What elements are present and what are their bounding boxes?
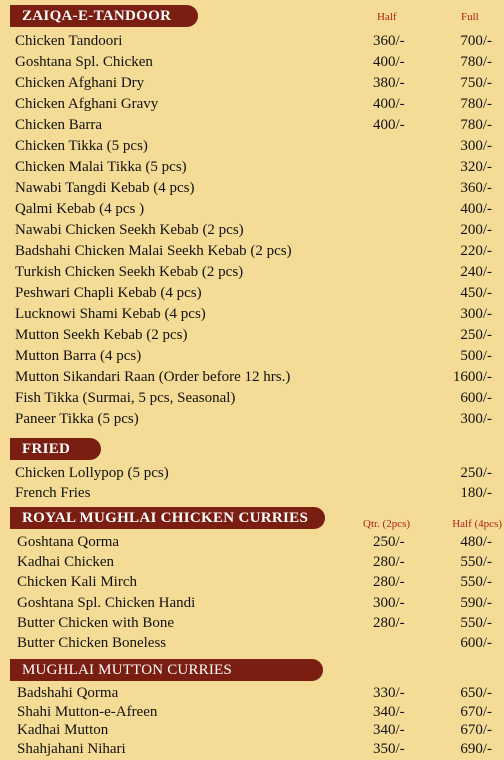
section-title: MUGHLAI MUTTON CURRIES [22,662,232,678]
price-second-column: 250/- [460,465,492,481]
price-second-column: 300/- [460,306,492,322]
price-second-column: 600/- [460,390,492,406]
price-second-column: 300/- [460,411,492,427]
item-name: Butter Chicken with Bone [17,614,175,631]
menu-item-row [0,346,504,367]
price-second-column: 450/- [460,285,492,301]
item-name: Turkish Chicken Seekh Kebab (2 pcs) [15,264,244,280]
item-name: Chicken Tandoori [15,33,123,49]
price-second-column: 480/- [460,534,492,550]
menu-item-row [0,52,504,73]
menu-item-row [0,241,504,262]
price-second-column: 670/- [460,722,492,738]
price-second-column: 550/- [460,554,492,571]
item-name: Shahjahani Nihari [17,740,126,757]
section-banner-mughlai-chicken [10,507,325,529]
item-name: Qalmi Kebab (4 pcs ) [15,201,145,217]
item-name: Shahi Mutton-e-Afreen [17,703,158,720]
price-second-column: 550/- [460,574,492,591]
item-name: Peshwari Chapli Kebab (4 pcs) [15,285,202,301]
price-first-column: 340/- [373,722,405,738]
price-second-column: 600/- [460,635,492,651]
menu-item-row [0,572,504,593]
item-name: Mutton Sikandari Raan (Order before 12 hrs.) [15,369,291,385]
price-first-column: 340/- [373,703,405,720]
menu-item-row [0,178,504,199]
menu-item-row [0,325,504,346]
price-first-column: 250/- [373,534,405,550]
column-header-qtr: Qtr. (2pcs) [363,518,411,530]
price-second-column: 780/- [460,96,492,112]
column-header-half: Half [377,11,397,23]
item-name: Chicken Lollypop (5 pcs) [15,465,169,481]
price-second-column: 590/- [460,594,492,611]
item-name: French Fries [15,485,91,501]
price-first-column: 280/- [373,574,405,591]
section-banner-fried [10,438,101,460]
menu-item-row [0,593,504,614]
item-name: Mutton Barra (4 pcs) [15,348,142,364]
menu-item-row [0,283,504,304]
price-second-column: 780/- [460,54,492,70]
item-name: Lucknowi Shami Kebab (4 pcs) [15,306,206,322]
menu-item-row [0,94,504,115]
price-second-column: 1600/- [452,369,492,385]
item-name: Butter Chicken Boneless [17,635,167,651]
section-banner-mughlai-mutton [10,659,323,681]
price-first-column: 400/- [373,54,405,70]
menu-item-row [0,262,504,283]
item-name: Nawabi Chicken Seekh Kebab (2 pcs) [15,222,244,238]
price-second-column: 300/- [460,138,492,154]
price-first-column: 300/- [373,594,405,611]
menu-item-row [0,304,504,325]
menu-item-row [0,388,504,409]
menu-item-row [0,532,504,553]
item-name: Chicken Afghani Dry [15,75,145,91]
price-first-column: 330/- [373,685,405,701]
menu-item-row [0,199,504,220]
section-title: FRIED [22,441,71,457]
price-second-column: 360/- [460,180,492,196]
item-name: Kadhai Mutton [17,722,109,738]
section-title: ZAIQA-E-TANDOOR [22,8,172,24]
menu-item-row [0,157,504,178]
item-name: Fish Tikka (Surmai, 5 pcs, Seasonal) [15,390,236,406]
item-name: Goshtana Spl. Chicken [15,54,153,70]
menu-item-row [0,409,504,430]
price-second-column: 750/- [460,75,492,91]
item-name: Goshtana Spl. Chicken Handi [17,594,196,611]
price-second-column: 180/- [460,485,492,501]
item-name: Chicken Malai Tikka (5 pcs) [15,159,187,175]
menu-item-row [0,483,504,504]
section-banner-tandoor [10,5,198,27]
price-second-column: 200/- [460,222,492,238]
menu-item-row [0,613,504,634]
price-second-column: 650/- [460,685,492,701]
price-second-column: 240/- [460,264,492,280]
price-second-column: 250/- [460,327,492,343]
price-first-column: 280/- [373,614,405,631]
menu-item-row [0,220,504,241]
item-name: Paneer Tikka (5 pcs) [15,411,139,427]
column-header-full: Full [461,11,479,23]
menu-item-row [0,115,504,136]
price-second-column: 400/- [460,201,492,217]
price-first-column: 400/- [373,117,405,133]
item-name: Chicken Tikka (5 pcs) [15,138,148,154]
item-name: Badshahi Qorma [17,685,119,701]
item-name: Nawabi Tangdi Kebab (4 pcs) [15,180,195,196]
price-first-column: 360/- [373,33,405,49]
price-second-column: 780/- [460,117,492,133]
menu-item-row [0,633,504,654]
price-first-column: 400/- [373,96,405,112]
item-name: Mutton Seekh Kebab (2 pcs) [15,327,188,343]
price-second-column: 550/- [460,614,492,631]
price-first-column: 350/- [373,740,405,757]
item-name: Chicken Kali Mirch [17,574,137,591]
item-name: Kadhai Chicken [17,554,115,571]
item-name: Chicken Afghani Gravy [15,96,159,112]
price-second-column: 670/- [460,703,492,720]
menu-item-row [0,552,504,573]
menu-item-row [0,136,504,157]
price-second-column: 700/- [460,33,492,49]
column-header-half-4pcs: Half (4pcs) [452,518,502,530]
price-first-column: 380/- [373,75,405,91]
price-second-column: 220/- [460,243,492,259]
price-second-column: 690/- [460,740,492,757]
item-name: Goshtana Qorma [17,534,120,550]
section-title: ROYAL MUGHLAI CHICKEN CURRIES [22,510,309,526]
menu-item-row [0,739,504,760]
menu-item-row [0,463,504,484]
item-name: Chicken Barra [15,117,103,133]
menu-item-row [0,73,504,94]
item-name: Badshahi Chicken Malai Seekh Kebab (2 pcs) [15,243,292,259]
price-second-column: 500/- [460,348,492,364]
menu-item-row [0,367,504,388]
price-second-column: 320/- [460,159,492,175]
menu-item-row [0,31,504,52]
price-first-column: 280/- [373,554,405,571]
